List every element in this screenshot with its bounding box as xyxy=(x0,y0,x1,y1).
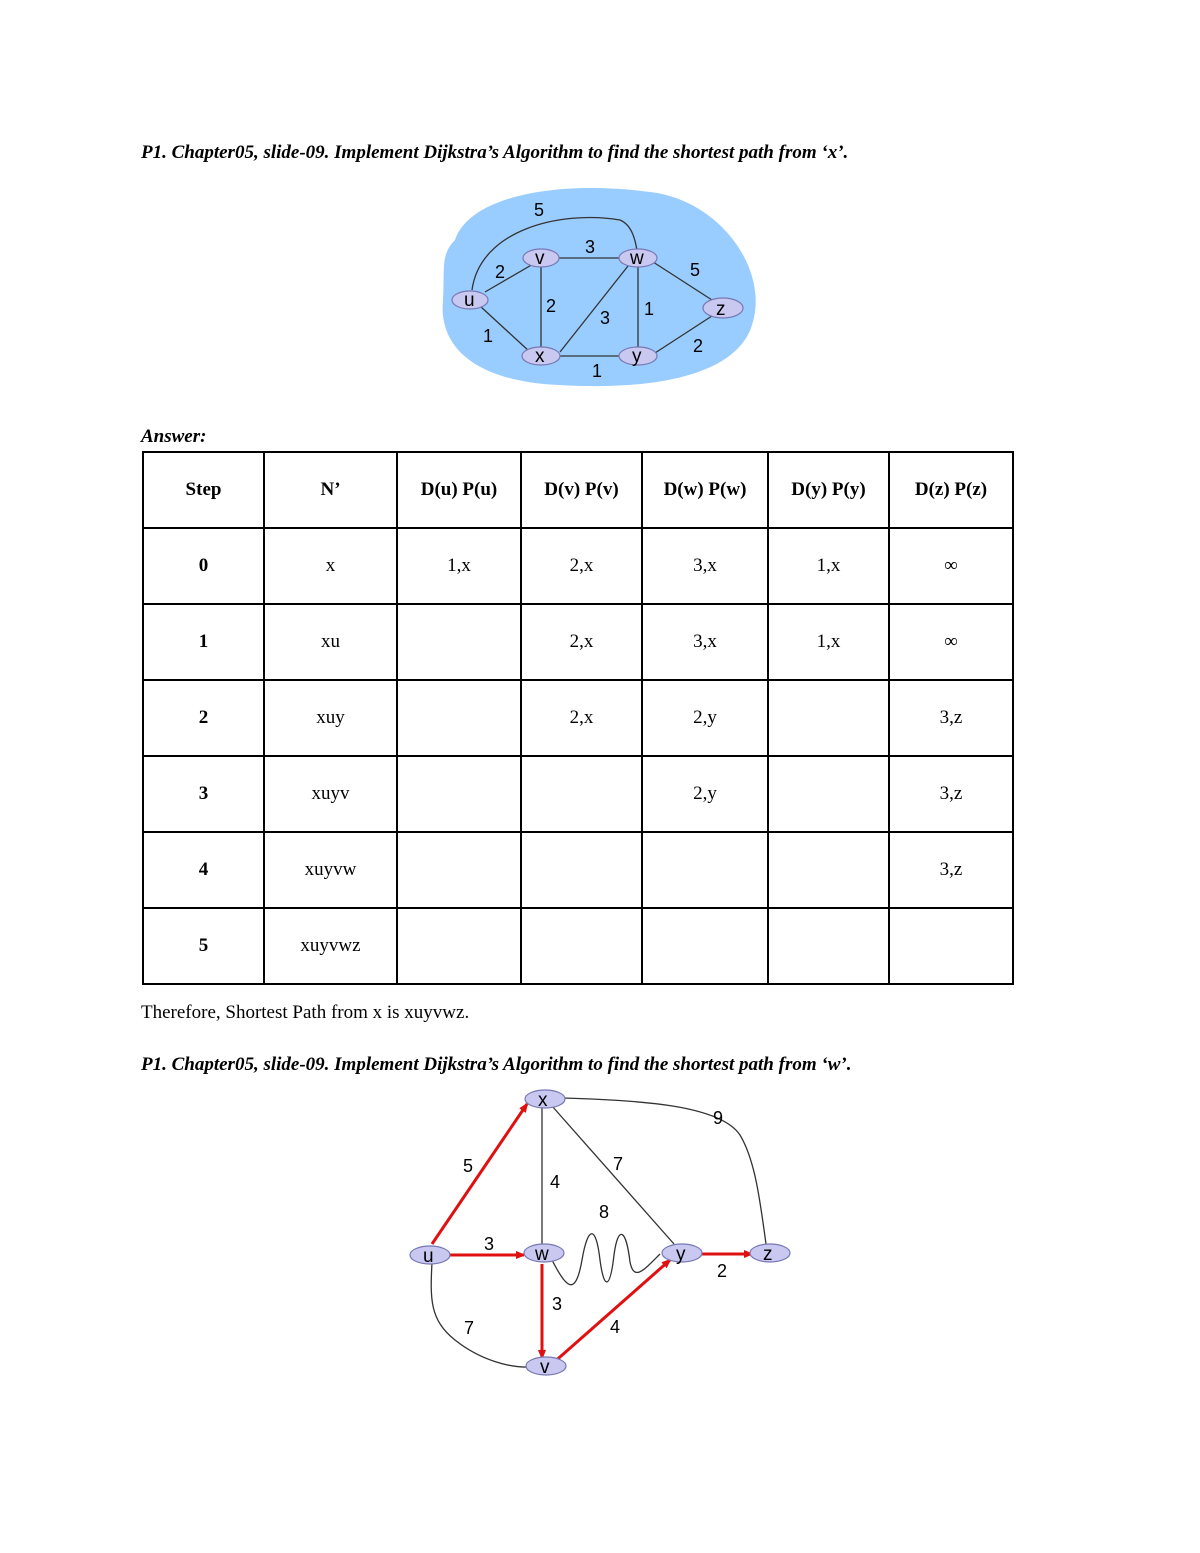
edge-label: 4 xyxy=(610,1317,621,1337)
router-v xyxy=(526,1357,566,1378)
svg-text:y: y xyxy=(632,346,642,367)
table-cell: ∞ xyxy=(889,604,1013,680)
edge-label: 5 xyxy=(690,260,701,280)
table-cell: 3 xyxy=(143,756,264,832)
svg-text:w: w xyxy=(535,1244,549,1265)
edge-label: 4 xyxy=(550,1172,561,1192)
table-cell: x xyxy=(264,528,397,604)
edge-label: 5 xyxy=(534,200,545,220)
table-cell: 5 xyxy=(143,908,264,984)
table-cell: 2,x xyxy=(521,604,642,680)
column-header: N’ xyxy=(264,452,397,528)
table-cell: xuyvw xyxy=(264,832,397,908)
table-cell: xuyvwz xyxy=(264,908,397,984)
svg-text:w: w xyxy=(630,248,644,269)
edge-u-x xyxy=(432,1104,527,1244)
table-cell: 2,y xyxy=(642,756,768,832)
table-cell: xu xyxy=(264,604,397,680)
edge-label: 1 xyxy=(483,326,494,346)
table-cell: 4 xyxy=(143,832,264,908)
edge-label: 9 xyxy=(713,1108,724,1128)
column-header: D(y) P(y) xyxy=(768,452,889,528)
edge-label: 1 xyxy=(644,299,655,319)
edge-u-v xyxy=(431,1262,530,1367)
svg-text:v: v xyxy=(540,1357,550,1378)
column-header: D(z) P(z) xyxy=(889,452,1013,528)
column-header: Step xyxy=(143,452,264,528)
table-cell: 3,z xyxy=(889,680,1013,756)
svg-text:u: u xyxy=(464,290,475,311)
svg-text:v: v xyxy=(535,248,545,269)
edge-label: 8 xyxy=(599,1202,610,1222)
edge-x-y xyxy=(552,1106,674,1244)
table-cell: 1,x xyxy=(768,528,889,604)
table-cell: 1,x xyxy=(768,604,889,680)
table-cell: 2,y xyxy=(642,680,768,756)
edge-label: 1 xyxy=(592,361,603,381)
table-cell: 2 xyxy=(143,680,264,756)
problem1-heading: P1. Chapter05, slide-09. Implement Dijkstra’s Algorithm to find the shortest path from ‘x’. xyxy=(141,142,849,163)
answer-label: Answer: xyxy=(141,426,207,447)
edge-label: 2 xyxy=(546,296,557,316)
svg-text:x: x xyxy=(538,1090,548,1111)
edge-label: 2 xyxy=(693,336,704,356)
edge-label: 3 xyxy=(552,1294,563,1314)
svg-text:u: u xyxy=(423,1246,434,1267)
column-header: D(v) P(v) xyxy=(521,452,642,528)
table-cell: 2,x xyxy=(521,680,642,756)
table-cell: 2,x xyxy=(521,528,642,604)
column-header: D(u) P(u) xyxy=(397,452,521,528)
table-cell: xuy xyxy=(264,680,397,756)
table-cell: 3,z xyxy=(889,756,1013,832)
table-cell: 1,x xyxy=(397,528,521,604)
edge-label: 2 xyxy=(717,1261,728,1281)
problem2-heading: P1. Chapter05, slide-09. Implement Dijkstra’s Algorithm to find the shortest path from ‘w’. xyxy=(141,1054,852,1075)
svg-text:z: z xyxy=(763,1244,773,1265)
table-cell: 3,z xyxy=(889,832,1013,908)
edge-label: 3 xyxy=(585,237,596,257)
table-cell: ∞ xyxy=(889,528,1013,604)
table-cell: 1 xyxy=(143,604,264,680)
edge-label: 5 xyxy=(463,1156,474,1176)
router-u xyxy=(410,1246,450,1267)
edge-x-z xyxy=(560,1098,766,1244)
table-cell: xuyv xyxy=(264,756,397,832)
table-cell: 3,x xyxy=(642,528,768,604)
edge-label: 3 xyxy=(600,308,611,328)
table-cell: 3,x xyxy=(642,604,768,680)
edge-label: 3 xyxy=(484,1234,495,1254)
conclusion-text: Therefore, Shortest Path from x is xuyvwz. xyxy=(141,1002,470,1023)
svg-text:y: y xyxy=(676,1244,686,1265)
router-x xyxy=(525,1090,565,1111)
edge-label: 2 xyxy=(495,262,506,282)
edge-label: 7 xyxy=(613,1154,624,1174)
table-cell: 0 xyxy=(143,528,264,604)
router-z xyxy=(750,1244,790,1265)
svg-text:z: z xyxy=(716,299,726,320)
svg-text:x: x xyxy=(535,346,545,367)
edge-label: 7 xyxy=(464,1318,475,1338)
column-header: D(w) P(w) xyxy=(642,452,768,528)
edge-w-y xyxy=(552,1234,660,1285)
router-w xyxy=(524,1244,564,1265)
